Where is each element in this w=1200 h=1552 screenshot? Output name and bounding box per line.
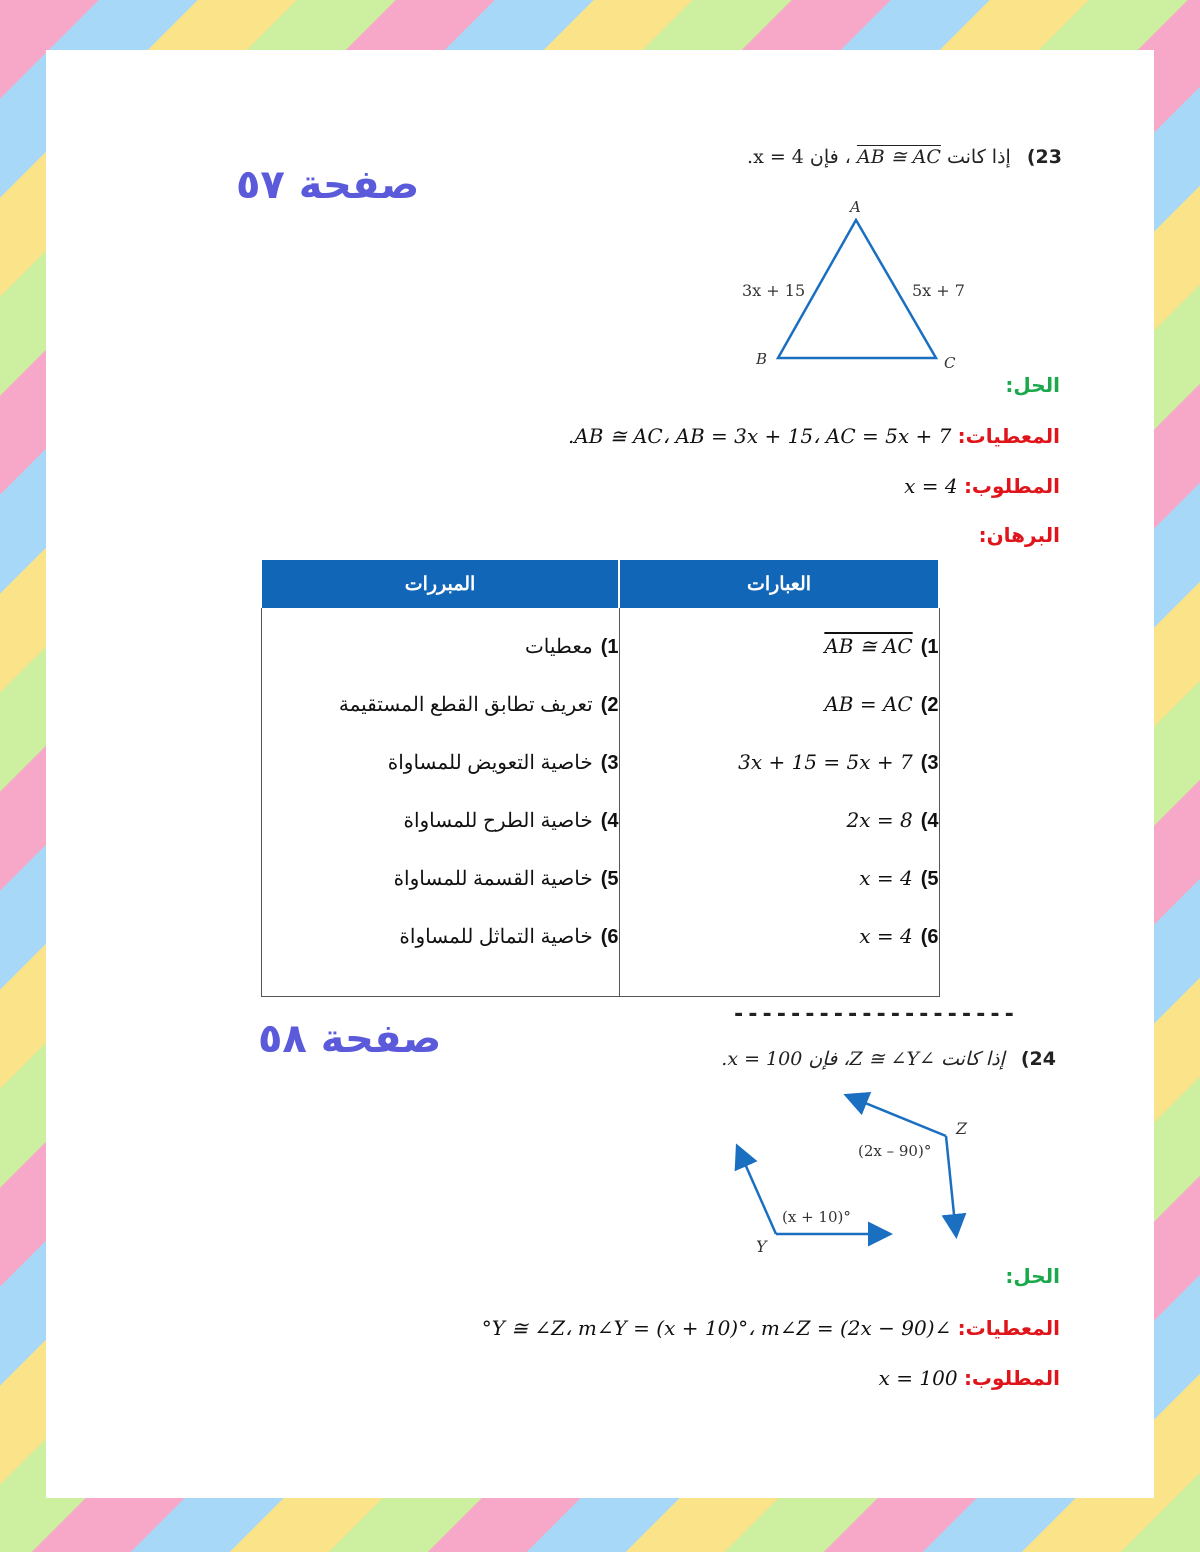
side-ab-label: 3x + 15 <box>742 281 806 300</box>
required-line-2 <box>879 1366 1060 1390</box>
problem-tail: ، فإن x = 4. <box>747 146 851 168</box>
problem-math: AB ≅ AC <box>856 146 941 168</box>
problem-number: 23) <box>1026 146 1062 168</box>
statement-row: 3)3x + 15 = 5x + 7 <box>738 750 939 774</box>
reason-row: 2)تعريف تطابق القطع المستقيمة <box>338 694 619 716</box>
required-text: x = 4 <box>904 474 958 498</box>
statements-column <box>619 608 939 997</box>
statement-row: 2)AB = AC <box>824 692 939 716</box>
solution-label-1: الحل: <box>1005 373 1060 397</box>
reasons-column <box>261 608 619 997</box>
statement-row: 4)8 = 2x <box>846 808 939 832</box>
required-label: المطلوب: <box>963 1366 1060 1390</box>
statement-row: 1)AB ≅ AC <box>824 634 939 658</box>
givens-text: ∠Y ≅ ∠Z، m∠Y = (x + 10)°، m∠Z = (2x − 90)° <box>481 1316 952 1340</box>
proof-label: البرهان: <box>978 523 1060 547</box>
triangle-diagram <box>726 190 1006 380</box>
problem-24 <box>721 1048 1056 1070</box>
problem-23 <box>747 146 1062 168</box>
problem-text: إذا كانت ∠Z ≅ ∠Y، فإن x = 100. <box>721 1048 1005 1070</box>
solution-label-2: الحل: <box>1005 1264 1060 1288</box>
page-label-57: صفحة ٥٧ <box>236 162 420 208</box>
statement-row: 5)4 = x <box>859 866 939 890</box>
required-label: المطلوب: <box>963 474 1060 498</box>
col-reasons-header: المبررات <box>261 560 619 608</box>
vertex-b: B <box>756 350 768 368</box>
required-line-1 <box>904 474 1060 498</box>
reason-row: 4)خاصية الطرح للمساواة <box>403 810 619 832</box>
reason-row: 6)خاصية التماثل للمساواة <box>399 926 619 948</box>
reason-row: 1)معطيات <box>524 636 619 658</box>
angles-diagram <box>726 1086 986 1256</box>
givens-text: AB ≅ AC، AB = 3x + 15، AC = 5x + 7. <box>568 424 952 448</box>
required-text: x = 100 <box>878 1366 958 1390</box>
vertex-c: C <box>944 354 956 372</box>
problem-text: إذا كانت <box>946 146 1011 168</box>
givens-line-2 <box>482 1316 1060 1340</box>
angle-z-label: (2x – 90)° <box>858 1142 932 1160</box>
givens-line-1 <box>568 424 1060 448</box>
reason-row: 5)خاصية القسمة للمساواة <box>393 868 619 890</box>
worksheet-page <box>46 50 1154 1498</box>
vertex-a: A <box>850 198 861 216</box>
section-divider: -------------------- <box>732 1002 1017 1027</box>
vertex-y: Y <box>756 1237 767 1256</box>
statement-row: 6)x = 4 <box>859 924 939 948</box>
givens-label: المعطيات: <box>957 1316 1060 1340</box>
col-statements-header: العبارات <box>619 560 939 608</box>
givens-label: المعطيات: <box>957 424 1060 448</box>
proof-table <box>260 560 940 997</box>
vertex-z: Z <box>956 1119 968 1138</box>
page-label-58: صفحة ٥٨ <box>258 1016 442 1062</box>
side-ac-label: 5x + 7 <box>912 281 965 300</box>
angle-y-label: (x + 10)° <box>782 1208 851 1226</box>
reason-row: 3)خاصية التعويض للمساواة <box>387 752 619 774</box>
problem-number: 24) <box>1020 1048 1056 1070</box>
